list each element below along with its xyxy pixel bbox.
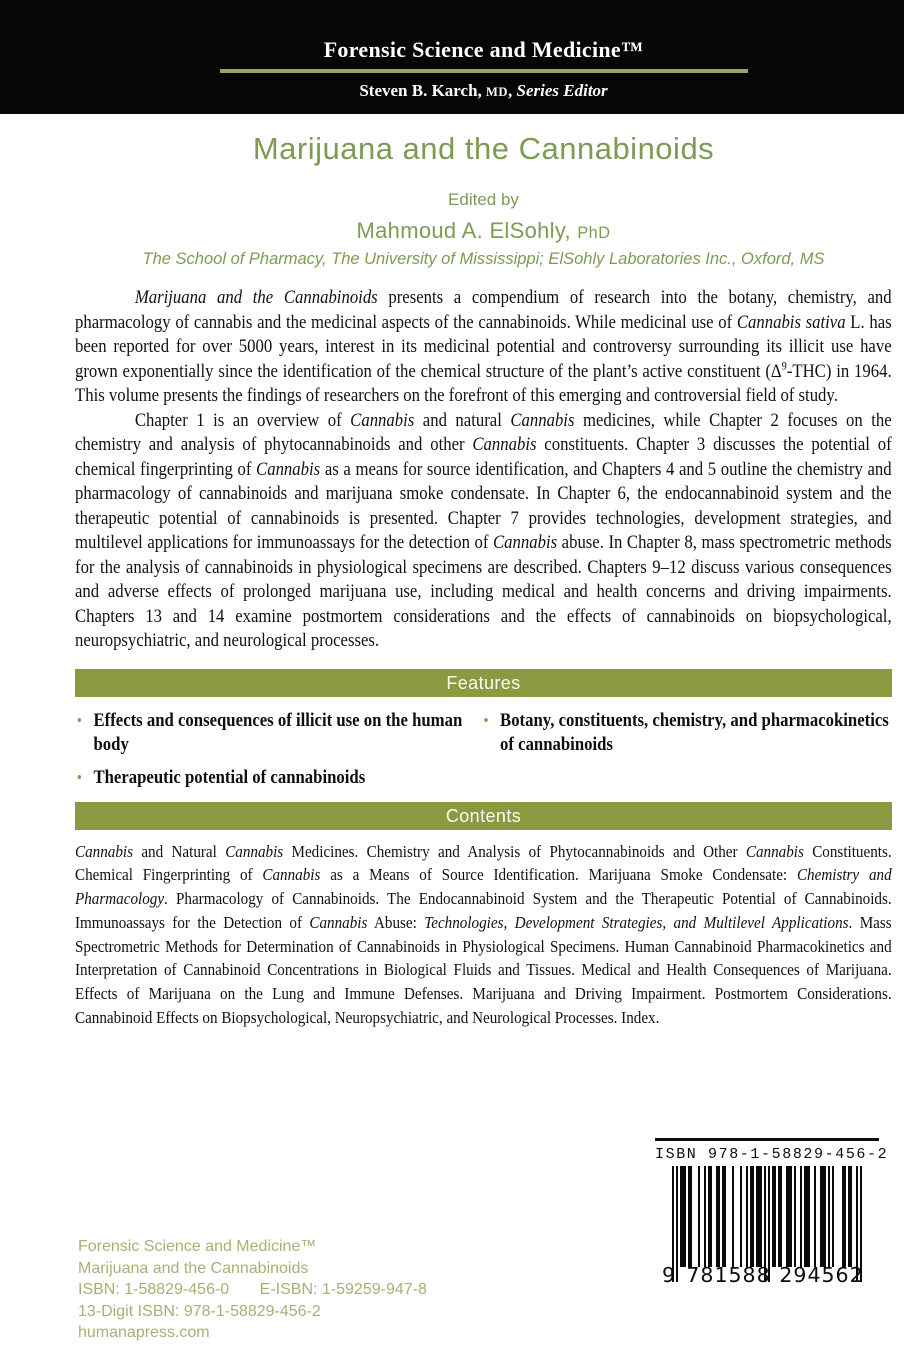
colophon-isbn-row [78,1279,427,1301]
colophon-book-title: Marijuana and the Cannabinoids [78,1259,309,1277]
series-editor: Steven B. Karch, MD, Series Editor [359,81,608,100]
isbn-barcode-block [655,1138,889,1287]
publisher-website: humanapress.com [78,1324,210,1341]
features-column-left [75,709,482,790]
contents-body: Cannabis and Natural Cannabis Medicines. Chemistry and Analysis of Phytocannabinoids and Other Cannabis Constituents. Chemical Fingerprinting of Cannabis as a Means of Source Identification. Marijuana Smoke Condensate: Chemistry and Pharmacology. Pharmacology of Cannabinoids. The Endocannabinoid System and the Therapeutic Potential of Cannabinoids. Immunoassays for the Detection of Cannabis Abuse: Technologies, Development Strategies, and Multilevel Applications. Mass Spectrometric Methods for Determination of Cannabinoids in Physiological Specimens. Human Cannabinoid Pharmacokinetics and Interpretation of Cannabinoid Concentrations in Biological Fluids and Tissues. Medical and Health Consequences of Marijuana. Effects of Marijuana on the Lung and Immune Defenses. Marijuana and Driving Impairment. Postmortem Considerations. Cannabinoid Effects on Biopsychological, Neuropsychiatric, and Neurological Processes. Index. [75,841,892,1028]
feature-item-text: Therapeutic potential of cannabinoids [93,766,366,788]
bullet-icon: • [76,710,82,730]
features-heading: Features [446,672,521,693]
editor-affiliation: The School of Pharmacy, The University of Mississippi; ElSohly Laboratories Inc., Oxford, MS [142,250,825,268]
isbn-barcode-bars [662,1166,864,1287]
colophon-isbn: ISBN: 1-58829-456-0 [78,1281,230,1298]
barcode-isbn-label: ISBN 978-1-58829-456-2 [655,1146,889,1163]
contents-banner [75,802,892,830]
colophon-isbn13: 13-Digit ISBN: 978-1-58829-456-2 [78,1302,321,1320]
book-title: Marijuana and the Cannabinoids [252,131,715,166]
features-column-right [482,709,892,790]
feature-item-text: Effects and consequences of illicit use on the human body [93,709,463,755]
feature-item [75,709,466,757]
synopsis [75,286,892,654]
barcode-digit-group: 294562 [779,1263,864,1287]
feature-item [482,709,892,757]
synopsis-paragraph-2: Chapter 1 is an overview of Cannabis and natural Cannabis medicines, while Chapter 2 focuses on the chemistry and analysis of phytocannabinoids and other Cannabis constituents. Chapter 3 discusses the potential of chemical fingerprinting of Cannabis as a means for source identification, and Chapters 4 and 5 outline the chemistry and pharmacology of cannabinoids and marijuana smoke condensate. In Chapter 6, the endocannabinoid system and the therapeutic potential of cannabinoids is presented. Chapter 7 provides technologies, development strategies, and multilevel applications for immunoassays for the detection of Cannabis abuse. In Chapter 8, mass spectrometric methods for the analysis of cannabinoids in physiological specimens are described. Chapters 9–12 discuss various consequences and adverse effects of prolonged marijuana use, including medical and health concerns and driving impairments. Chapters 13 and 14 examine postmortem considerations and the effects of cannabinoids on biopsychological, neuropsychiatric, and neurological processes. [75,409,892,651]
barcode-digit-group: 781588 [686,1263,771,1287]
colophon-series: Forensic Science and Medicine™ [78,1238,317,1255]
features-banner [75,669,892,697]
series-title: Forensic Science and Medicine™ [323,37,644,62]
features-list [75,709,892,790]
barcode-digit-group: 9 [662,1263,676,1287]
edited-by-label: Edited by [448,190,519,209]
synopsis-paragraph-1: Marijuana and the Cannabinoids presents a compendium of research into the botany, chemistry, and pharmacology of cannabis and the medicinal aspects of the cannabinoids. While medicinal use of Cannabis sativa L. has been reported for over 5000 years, interest in its medicinal potential and controversy surrounding its illicit use have grown exponentially since the identification of the chemical structure of the plant’s active constituent $(\Delta^9-THC)$ in 1964. This volume presents the findings of researchers on the forefront of this emerging and controversial field of study. [75,287,892,406]
feature-item [75,766,466,790]
barcode-digits [662,1263,868,1287]
feature-item-text: Botany, constituents, chemistry, and pharmacokinetics of cannabinoids [500,709,889,755]
bullet-icon: • [483,710,489,730]
bullet-icon: • [76,767,82,787]
editor-name: Mahmoud A. ElSohly, PhD [356,218,611,243]
colophon [78,1236,427,1344]
series-band [0,0,904,114]
colophon-eisbn: E-ISBN: 1-59259-947-8 [259,1281,427,1298]
contents-heading: Contents [445,805,522,826]
barcode-top-rule [655,1138,879,1141]
series-rule-divider [220,69,748,73]
